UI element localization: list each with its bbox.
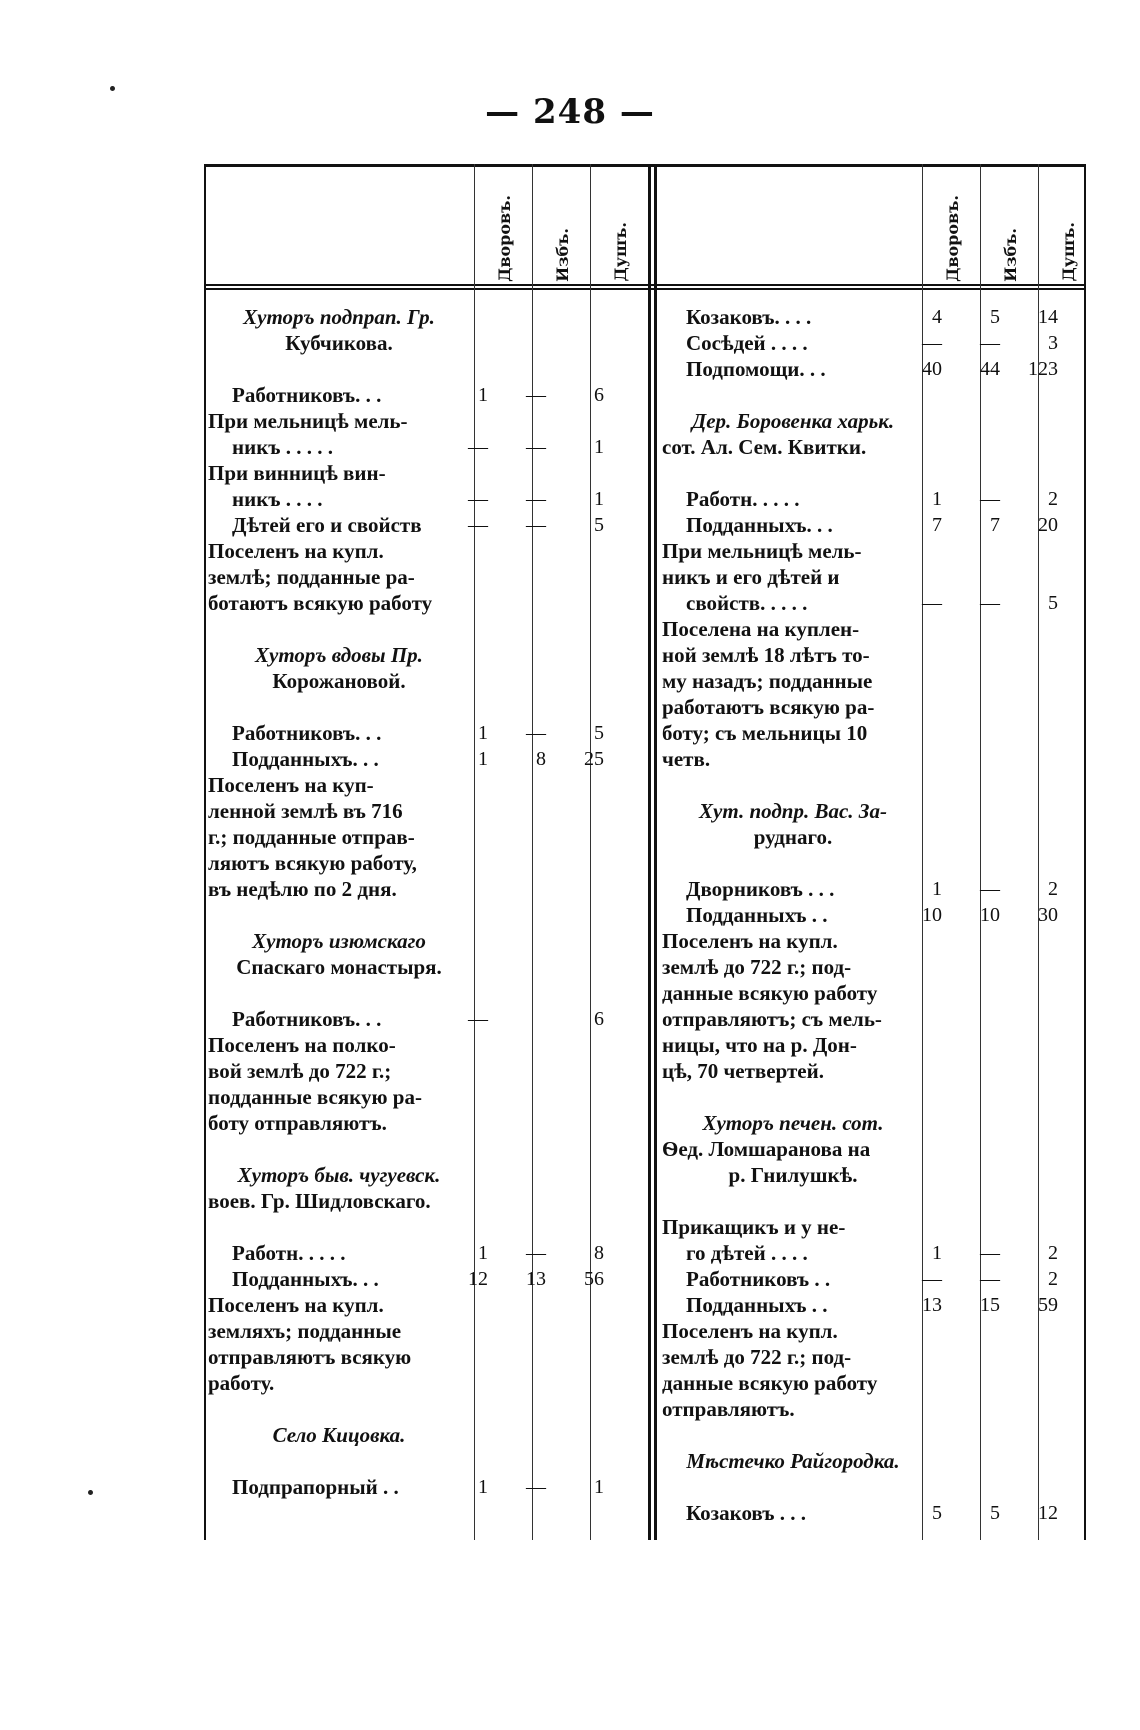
left-row-text: Поселенъ на полко- <box>208 1033 396 1057</box>
left-row-text: никъ . . . . <box>232 487 323 511</box>
left-cell-dush: 1 <box>594 488 604 510</box>
right-row-text: Хуторъ печен. сот. <box>702 1111 884 1135</box>
left-row-text: работу. <box>208 1371 275 1395</box>
left-row-text: При мельницѣ мель- <box>208 409 408 433</box>
right-row-text: никъ и его дѣтей и <box>662 565 840 589</box>
left-cell-dush: 6 <box>594 384 604 406</box>
right-cell-dvorov: 1 <box>932 1242 942 1264</box>
right-cell-izb: — <box>980 592 1000 614</box>
left-row-text: ботаютъ всякую работу <box>208 591 433 615</box>
left-row-text: отправляютъ всякую <box>208 1345 412 1369</box>
left-cell-dvorov: 1 <box>478 1476 488 1498</box>
left-row-text: земляхъ; подданные <box>208 1319 402 1343</box>
right-cell-dvorov: 40 <box>922 358 942 380</box>
left-row-text: Кубчикова. <box>285 331 393 355</box>
left-cell-dush: 8 <box>594 1242 604 1264</box>
right-cell-izb: — <box>980 1242 1000 1264</box>
right-cell-dvorov: 4 <box>932 306 942 328</box>
speck <box>110 86 115 91</box>
right-cell-dvorov: — <box>922 1268 942 1290</box>
right-cell-izb: — <box>980 332 1000 354</box>
right-row-text: Дворниковъ . . . <box>686 877 835 901</box>
right-row-text: отправляютъ. <box>662 1397 795 1421</box>
left-row-text: въ недѣлю по 2 дня. <box>208 877 397 901</box>
right-cell-dvorov: 7 <box>932 514 942 536</box>
left-row-text: Работн. . . . . <box>232 1241 346 1265</box>
right-row-text: землѣ до 722 г.; под- <box>662 1345 852 1369</box>
page-number: — 248 — <box>485 92 655 132</box>
right-row-text: Подданныхъ . . <box>686 903 828 927</box>
left-cell-dush: 56 <box>584 1268 604 1290</box>
left-row-text: Работниковъ. . . <box>232 1007 382 1031</box>
left-cell-izb: — <box>526 722 546 744</box>
left-cell-dush: 25 <box>584 748 604 770</box>
right-row-text: Мѣстечко Райгородка. <box>686 1449 900 1473</box>
left-cell-dush: 6 <box>594 1008 604 1030</box>
left-cell-dvorov: — <box>468 514 488 536</box>
right-row-text: Прикащикъ и у не- <box>662 1215 846 1239</box>
right-border <box>1084 164 1086 1540</box>
right-cell-dvorov: 1 <box>932 488 942 510</box>
left-cell-izb: 8 <box>536 748 546 770</box>
left-row-text: Подданныхъ. . . <box>232 1267 379 1291</box>
left-row-text: Хуторъ подпрап. Гр. <box>243 305 435 329</box>
left-row-text: Хуторъ вдовы Пр. <box>255 643 423 667</box>
left-row-text: При винницѣ вин- <box>208 461 386 485</box>
left-col-divider-2 <box>532 164 533 1540</box>
left-row-text: Поселенъ на куп- <box>208 773 374 797</box>
right-row-text: Поселенъ на купл. <box>662 1319 838 1343</box>
left-row-text: Спаскаго монастыря. <box>236 955 442 979</box>
right-cell-izb: 5 <box>990 1502 1000 1524</box>
right-cell-dush: 2 <box>1048 1242 1058 1264</box>
census-table <box>204 164 1086 1540</box>
right-cell-izb: 15 <box>980 1294 1000 1316</box>
left-cell-izb: — <box>526 1242 546 1264</box>
right-row-text: Подданныхъ . . <box>686 1293 828 1317</box>
right-row-text: Козаковъ . . . <box>686 1501 806 1525</box>
right-row-text: Сосѣдей . . . . <box>686 331 808 355</box>
left-row-text: ляютъ всякую работу, <box>208 851 417 875</box>
right-cell-izb: — <box>980 878 1000 900</box>
right-row-text: ницы, что на р. Дон- <box>662 1033 857 1057</box>
right-row-text: Работниковъ . . <box>686 1267 831 1291</box>
left-cell-dvorov: — <box>468 488 488 510</box>
header-dvorov-right: Дворовъ. <box>942 195 962 282</box>
left-cell-dvorov: 1 <box>478 1242 488 1264</box>
right-row-text: Поселенъ на купл. <box>662 929 838 953</box>
left-row-text: Работниковъ. . . <box>232 383 382 407</box>
left-cell-dush: 1 <box>594 436 604 458</box>
left-row-text: Село Кицовка. <box>272 1423 406 1447</box>
right-cell-dush: 2 <box>1048 878 1058 900</box>
top-rule <box>204 164 1086 167</box>
header-izb-right: Избъ. <box>1000 228 1020 282</box>
left-cell-izb: — <box>526 514 546 536</box>
right-cell-dush: 5 <box>1048 592 1058 614</box>
left-row-text: Поселенъ на купл. <box>208 1293 384 1317</box>
header-dvorov: Дворовъ. <box>494 195 514 282</box>
right-row-text: Поселена на куплен- <box>662 617 860 641</box>
header-dush: Душъ. <box>610 222 630 282</box>
right-cell-izb: 7 <box>990 514 1000 536</box>
right-row-text: Хут. подпр. Вас. За- <box>699 799 887 823</box>
right-cell-dush: 2 <box>1048 488 1058 510</box>
right-cell-dvorov: 10 <box>922 904 942 926</box>
left-border <box>204 164 206 1540</box>
left-row-text: боту отправляютъ. <box>208 1111 387 1135</box>
left-row-text: Дѣтей его и свойств <box>232 513 422 537</box>
right-cell-dush: 14 <box>1038 306 1058 328</box>
header-rule-double <box>204 288 1086 290</box>
left-row-text: Подданныхъ. . . <box>232 747 379 771</box>
left-cell-dvorov: — <box>468 1008 488 1030</box>
left-cell-dvorov: 12 <box>468 1268 488 1290</box>
left-cell-dvorov: 1 <box>478 722 488 744</box>
left-col-divider-3 <box>590 164 591 1540</box>
right-row-text: Козаковъ. . . . <box>686 305 812 329</box>
right-row-text: Работн. . . . . <box>686 487 800 511</box>
right-cell-izb: 10 <box>980 904 1000 926</box>
right-cell-dush: 2 <box>1048 1268 1058 1290</box>
left-row-text: Хуторъ быв. чугуевск. <box>237 1163 441 1187</box>
right-cell-dvorov: 5 <box>932 1502 942 1524</box>
right-cell-dvorov: 1 <box>932 878 942 900</box>
right-row-text: го дѣтей . . . . <box>686 1241 808 1265</box>
left-cell-dush: 5 <box>594 722 604 744</box>
left-row-text: г.; подданные отправ- <box>208 825 415 849</box>
right-cell-dvorov: — <box>922 592 942 614</box>
left-row-text: Хуторъ изюмскаго <box>252 929 426 953</box>
left-cell-izb: 13 <box>526 1268 546 1290</box>
right-row-text: землѣ до 722 г.; под- <box>662 955 852 979</box>
left-row-text: Работниковъ. . . <box>232 721 382 745</box>
right-cell-izb: — <box>980 1268 1000 1290</box>
left-row-text: никъ . . . . . <box>232 435 334 459</box>
left-row-text: воев. Гр. Шидловскаго. <box>208 1189 431 1213</box>
left-cell-dush: 1 <box>594 1476 604 1498</box>
left-row-text: подданные всякую ра- <box>208 1085 422 1109</box>
right-row-text: Подданныхъ. . . <box>686 513 833 537</box>
right-row-text: четв. <box>662 747 711 771</box>
right-row-text: Дер. Боровенка харьк. <box>691 409 895 433</box>
right-cell-dush: 123 <box>1028 358 1058 380</box>
right-cell-dush: 20 <box>1038 514 1058 536</box>
left-row-text: землѣ; подданные ра- <box>208 565 415 589</box>
left-row-text: вой землѣ до 722 г.; <box>208 1059 392 1083</box>
right-row-text: отправляютъ; съ мель- <box>662 1007 882 1031</box>
left-cell-izb: — <box>526 1476 546 1498</box>
right-cell-dush: 3 <box>1048 332 1058 354</box>
left-col-divider-1 <box>474 164 475 1540</box>
right-cell-izb: 5 <box>990 306 1000 328</box>
right-row-text: сот. Ал. Сем. Квитки. <box>662 435 867 459</box>
right-row-text: данные всякую работу <box>662 981 878 1005</box>
header-izb: Избъ. <box>552 228 572 282</box>
right-cell-dvorov: — <box>922 332 942 354</box>
left-row-text: Подпрапорный . . <box>232 1475 399 1499</box>
right-row-text: работаютъ всякую ра- <box>662 695 875 719</box>
right-row-text: При мельницѣ мель- <box>662 539 862 563</box>
right-cell-dush: 59 <box>1038 1294 1058 1316</box>
right-cell-izb: — <box>980 488 1000 510</box>
right-cell-izb: 44 <box>980 358 1000 380</box>
center-divider-a <box>648 164 651 1540</box>
right-row-text: свойств. . . . . <box>686 591 808 615</box>
left-cell-izb: — <box>526 436 546 458</box>
header-rule <box>204 284 1086 286</box>
left-cell-dvorov: 1 <box>478 384 488 406</box>
header-dush-right: Душъ. <box>1058 222 1078 282</box>
right-row-text: Ѳед. Ломшаранова на <box>662 1137 871 1161</box>
speck <box>88 1490 93 1495</box>
right-row-text: р. Гнилушкѣ. <box>728 1163 858 1187</box>
left-cell-izb: — <box>526 488 546 510</box>
right-row-text: цѣ, 70 четвертей. <box>662 1059 824 1083</box>
right-cell-dvorov: 13 <box>922 1294 942 1316</box>
left-row-text: Корожановой. <box>272 669 406 693</box>
left-cell-izb: — <box>526 384 546 406</box>
right-cell-dush: 12 <box>1038 1502 1058 1524</box>
left-cell-dvorov: — <box>468 436 488 458</box>
right-cell-dush: 30 <box>1038 904 1058 926</box>
left-cell-dvorov: 1 <box>478 748 488 770</box>
right-row-text: данные всякую работу <box>662 1371 878 1395</box>
left-cell-dush: 5 <box>594 514 604 536</box>
left-row-text: Поселенъ на купл. <box>208 539 384 563</box>
right-row-text: боту; съ мельницы 10 <box>662 721 868 745</box>
right-row-text: ной землѣ 18 лѣтъ то- <box>662 643 870 667</box>
center-divider-b <box>654 164 657 1540</box>
right-row-text: руднаго. <box>753 825 833 849</box>
left-row-text: ленной землѣ въ 716 <box>208 799 403 823</box>
right-row-text: му назадъ; подданные <box>662 669 873 693</box>
right-row-text: Подпомощи. . . <box>686 357 826 381</box>
